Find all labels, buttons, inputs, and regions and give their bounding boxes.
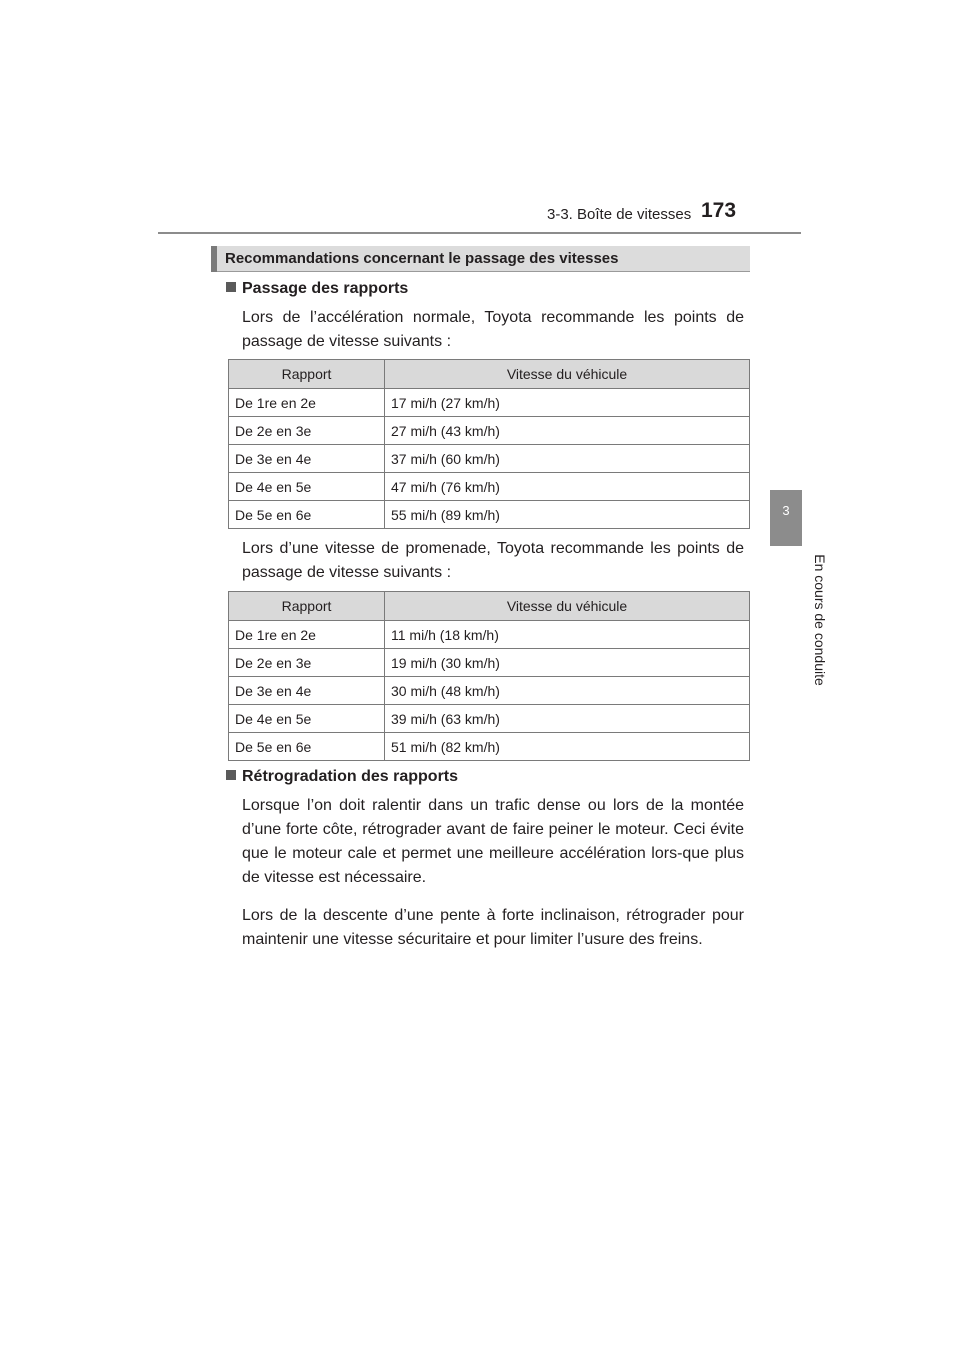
speed-cell: 39 mi/h (63 km/h) <box>385 705 750 733</box>
square-bullet-icon <box>226 282 236 292</box>
chapter-tab-label: En cours de conduite <box>812 554 828 686</box>
speed-cell: 47 mi/h (76 km/h) <box>385 473 750 501</box>
gear-cell: De 1re en 2e <box>229 621 385 649</box>
shift-table-cruise <box>228 591 750 761</box>
table-header-row <box>229 592 750 621</box>
gear-cell: De 3e en 4e <box>229 445 385 473</box>
chapter-tab <box>770 490 802 546</box>
column-header-gear: Rapport <box>229 592 385 621</box>
gear-cell: De 5e en 6e <box>229 501 385 529</box>
column-header-speed: Vitesse du véhicule <box>385 592 750 621</box>
table-row <box>229 389 750 417</box>
speed-cell: 51 mi/h (82 km/h) <box>385 733 750 761</box>
column-header-gear: Rapport <box>229 360 385 389</box>
table-row <box>229 677 750 705</box>
downshift-heading-text: Rétrogradation des rapports <box>242 768 459 785</box>
speed-cell: 17 mi/h (27 km/h) <box>385 389 750 417</box>
section-title: Recommandations concernant le passage des vitesses <box>225 250 619 267</box>
running-header: 3-3. Boîte de vitesses <box>547 206 692 223</box>
downshift-paragraph-1: Lorsque l’on doit ralentir dans un trafic dense ou lors de la montée d’une forte côte, rétrograder avant de faire peiner le moteur. Ceci évite que le moteur cale et permet une meilleure accélération lors-que plus de vitesse est nécessaire. <box>242 797 744 886</box>
header-rule <box>158 232 801 234</box>
section-title-bar <box>211 246 750 272</box>
table-row <box>229 417 750 445</box>
speed-cell: 37 mi/h (60 km/h) <box>385 445 750 473</box>
chapter-tab-number: 3 <box>782 503 790 518</box>
upshift-heading <box>226 280 408 298</box>
gear-cell: De 2e en 3e <box>229 649 385 677</box>
speed-cell: 55 mi/h (89 km/h) <box>385 501 750 529</box>
gear-cell: De 3e en 4e <box>229 677 385 705</box>
section-bar-accent <box>211 246 217 272</box>
upshift-intro-normal: Lors de l’accélération normale, Toyota recommande les points de passage de vitesse suivants : <box>242 309 744 350</box>
upshift-intro-cruise: Lors d’une vitesse de promenade, Toyota recommande les points de passage de vitesse suivants : <box>242 540 744 581</box>
table-row <box>229 705 750 733</box>
gear-cell: De 4e en 5e <box>229 473 385 501</box>
upshift-heading-text: Passage des rapports <box>242 280 409 297</box>
downshift-paragraph-2: Lors de la descente d’une pente à forte inclinaison, rétrograder pour maintenir une vitesse sécuritaire et pour limiter l’usure des freins. <box>242 907 744 948</box>
speed-cell: 11 mi/h (18 km/h) <box>385 621 750 649</box>
downshift-heading <box>226 768 458 786</box>
table-row <box>229 501 750 529</box>
square-bullet-icon <box>226 770 236 780</box>
table-row <box>229 649 750 677</box>
table-row <box>229 445 750 473</box>
speed-cell: 19 mi/h (30 km/h) <box>385 649 750 677</box>
gear-cell: De 4e en 5e <box>229 705 385 733</box>
shift-table-normal <box>228 359 750 529</box>
gear-cell: De 5e en 6e <box>229 733 385 761</box>
gear-cell: De 2e en 3e <box>229 417 385 445</box>
page-number: 173 <box>701 199 737 222</box>
table-row <box>229 733 750 761</box>
column-header-speed: Vitesse du véhicule <box>385 360 750 389</box>
speed-cell: 30 mi/h (48 km/h) <box>385 677 750 705</box>
table-header-row <box>229 360 750 389</box>
speed-cell: 27 mi/h (43 km/h) <box>385 417 750 445</box>
table-row <box>229 621 750 649</box>
table-row <box>229 473 750 501</box>
gear-cell: De 1re en 2e <box>229 389 385 417</box>
